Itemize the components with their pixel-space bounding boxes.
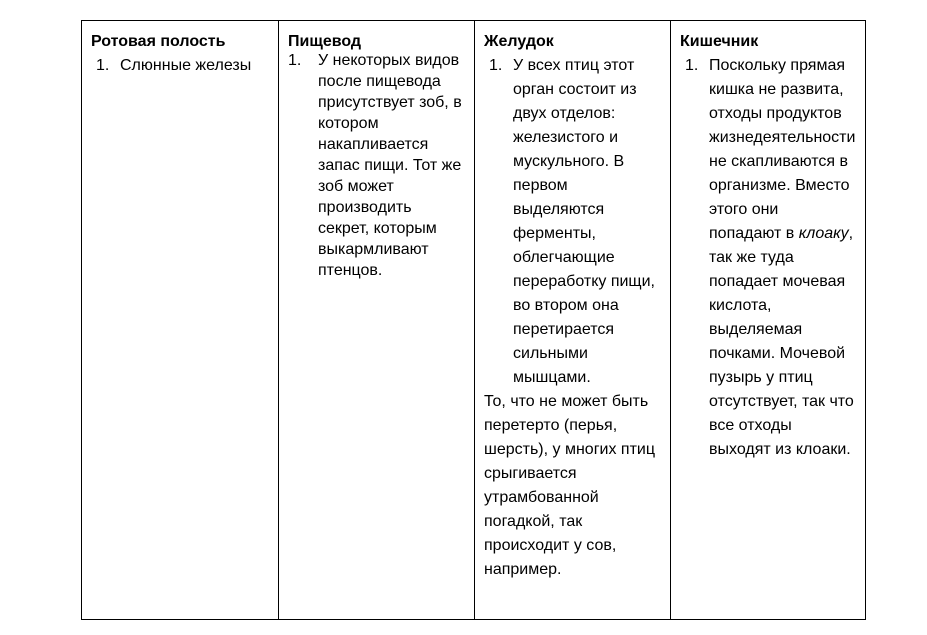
organ-table [81, 20, 866, 620]
cell-oral-cavity [82, 21, 279, 620]
list-item [484, 54, 660, 390]
heading-stomach: Желудок [484, 33, 554, 50]
list-item-text: Слюнные железы [120, 57, 252, 74]
text-part: , так же туда попадает мочевая кислота, выделяемая почками. Мочевой пузырь у птиц отсутствует, так что все отходы выходят из клоаки. [709, 225, 854, 458]
list-item-text: У некоторых видов после пищевода присутствует зоб, в котором накапливается запас пищи. Тот же зоб может производить секрет, которым выкармливают птенцов. [318, 52, 462, 279]
list-item-number: 1. [288, 52, 302, 69]
heading-intestine: Кишечник [680, 33, 759, 50]
list-item [680, 54, 855, 462]
heading-oral-cavity: Ротовая полость [91, 33, 226, 50]
list-item-number: 1. [96, 57, 110, 74]
list-item [91, 54, 268, 78]
list-item-text: У всех птиц этот орган состоит из двух отделов: железистого и мускульного. В первом выделяются ферменты, облегчающие переработку пищи, во втором она перетирается сильными мышцами. [513, 57, 655, 386]
text-part: Поскольку прямая кишка не развита, отходы продуктов жизнедеятельности не скапливаются в организме. Вместо этого они попадают в [709, 57, 856, 242]
list-item-number: 1. [489, 57, 503, 74]
cell-intestine [671, 21, 866, 620]
list-item-number: 1. [685, 57, 699, 74]
emphasized-term: клоаку [798, 225, 849, 242]
list-item [288, 50, 464, 281]
cell-esophagus [279, 21, 475, 620]
heading-esophagus: Пищевод [288, 33, 362, 50]
list-item-text [709, 54, 855, 462]
paragraph-followup: То, что не может быть перетерто (перья, шерсть), у многих птиц срыгивается утрамбованной погадкой, так происходит у сов, например. [484, 393, 656, 578]
table-row [82, 21, 866, 620]
cell-stomach [475, 21, 671, 620]
